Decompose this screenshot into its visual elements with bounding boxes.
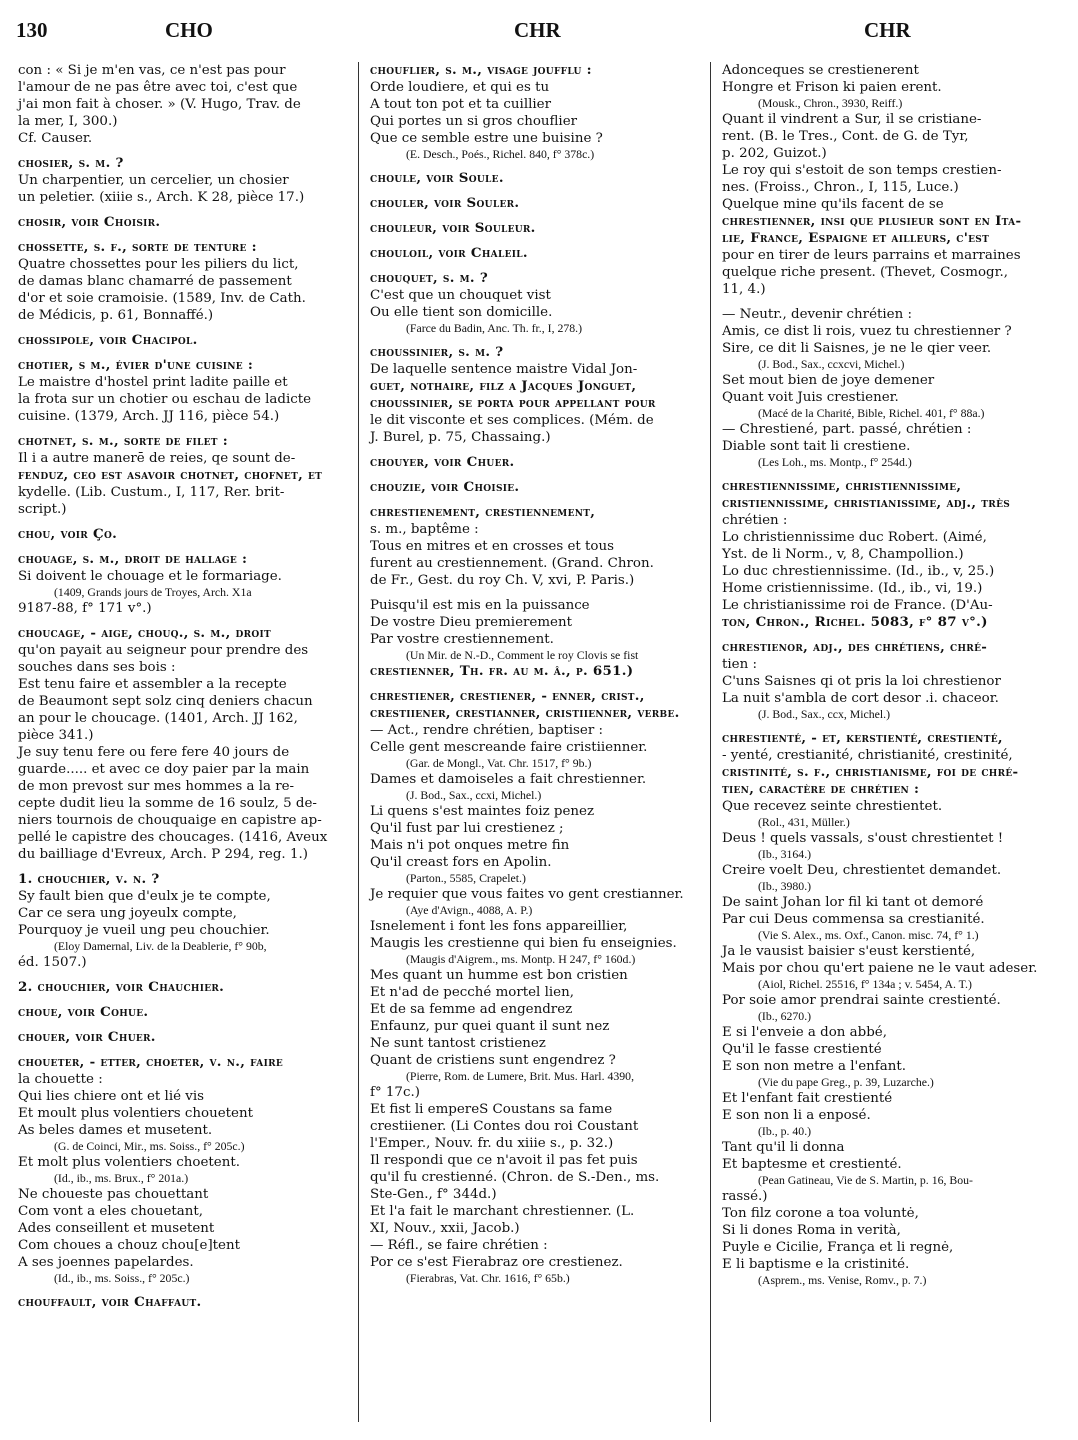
- text-line: — Neutr., devenir chrétien :: [722, 307, 912, 322]
- headword-line: chouleur, voir Souleur.: [370, 220, 536, 236]
- headword-line: chotnet, s. m., sorte de filet :: [18, 433, 228, 449]
- text-line: Qui portes un si gros chouflier: [370, 114, 578, 129]
- citation-source: (Ib., 3164.): [758, 847, 812, 861]
- text-line: De laquelle sentence maistre Vidal Jon-: [370, 362, 638, 377]
- citation-source: (Ib., p. 40.): [758, 1124, 812, 1138]
- citation-source: (J. Bod., Sax., ccxi, Michel.): [406, 788, 542, 802]
- text-line: cuisine. (1379, Arch. JJ 116, pièce 54.): [18, 409, 280, 424]
- text-line: Ou elle tient son domicille.: [370, 305, 553, 320]
- text-line: C'uns Saisnes qi ot pris la loi chrestienor: [722, 674, 1001, 689]
- citation-source: (Ib., 3980.): [758, 879, 812, 893]
- entry-gap: [18, 863, 334, 871]
- text-line: Por soie amor prendrai sainte crestienté.: [722, 993, 1001, 1008]
- text-line: Isnelement i font les fons appareillier,: [370, 919, 628, 934]
- text-line: E son non li a enposé.: [722, 1108, 871, 1123]
- text-line: Ja le vausist baisier s'eust kerstienté,: [722, 944, 976, 959]
- text-line: Et de sa femme ad engendrez: [370, 1002, 573, 1017]
- text-line: Ste-Gen., f° 344d.): [370, 1187, 497, 1202]
- text-line: Home cristiennissime. (Id., ib., vi, 19.): [722, 581, 983, 596]
- text-line: cepte dudit lieu la somme de 16 soulz, 5 de-: [18, 796, 317, 811]
- headword-line: chosier, s. m. ?: [18, 155, 124, 171]
- text-line: Que ce semble estre une buisine ?: [370, 131, 603, 146]
- text-line: Qu'il fust par lui crestienez ;: [370, 821, 564, 836]
- text-line: éd. 1507.): [18, 955, 87, 970]
- headword-line: chouzie, voir Choisie.: [370, 479, 520, 495]
- text-line: E si l'enveie a don abbé,: [722, 1025, 887, 1040]
- entry-gap: [370, 162, 686, 170]
- text-line: qu'on payait au seigneur pour prendre des: [18, 643, 309, 658]
- text-line: Et molt plus volentiers choetent.: [18, 1155, 240, 1170]
- text-line: J. Burel, p. 75, Chassaing.): [370, 430, 551, 445]
- text-line: Quelque mine qu'ils facent de se: [722, 197, 944, 212]
- citation-source: (G. de Coinci, Mir., ms. Soiss., f° 205c.): [54, 1139, 245, 1153]
- column-left: [18, 62, 334, 1311]
- text-line: un peletier. (xiiie s., Arch. K 28, pièce 17.): [18, 190, 305, 205]
- headword-line: chouer, voir Chuer.: [18, 1029, 156, 1045]
- text-line: Tous en mitres et en crosses et tous: [370, 539, 614, 554]
- text-line: Tant qu'il li donna: [722, 1140, 845, 1155]
- headword-line: chrestienement, crestiennement,: [370, 504, 596, 520]
- citation-source: (Un Mir. de N.-D., Comment le roy Clovis se fist: [406, 648, 639, 662]
- citation-source: (Eloy Damernal, Liv. de la Deablerie, f° 90b,: [54, 939, 267, 953]
- text-line: A tout ton pot et ta cuillier: [370, 97, 551, 112]
- text-line: Com choues a chouz chou[e]tent: [18, 1238, 240, 1253]
- text-line: le dit visconte et ses complices. (Mém. de: [370, 413, 654, 428]
- text-line: Si doivent le chouage et le formariage.: [18, 569, 282, 584]
- entry-gap: [18, 231, 334, 239]
- entry-gap: [370, 187, 686, 195]
- entry-gap: [722, 298, 1038, 306]
- text-line: Maugis les crestienne qui bien fu enseignies.: [370, 936, 677, 951]
- text-line: 11, 4.): [722, 282, 766, 297]
- text-line: - yenté, crestianité, christianité, crestinité,: [722, 748, 1013, 763]
- text-line: de Fr., Gest. du roy Ch. V, xvi, P. Paris.): [370, 573, 635, 588]
- entry-gap: [370, 336, 686, 344]
- text-line: Sy fault bien que d'eulx je te compte,: [18, 889, 271, 904]
- entry-gap: [18, 971, 334, 979]
- text-line: Si li dones Roma in verità,: [722, 1223, 901, 1238]
- headword-line: choussinier, se porta pour appellant pour: [370, 395, 656, 411]
- text-line: de Médicis, p. 61, Bonnaffé.): [18, 308, 214, 323]
- text-line: — Act., rendre chrétien, baptiser :: [370, 723, 604, 738]
- text-line: Et l'enfant fait crestienté: [722, 1091, 893, 1106]
- text-line: Qui lies chiere ont et lié vis: [18, 1089, 205, 1104]
- running-head-left: CHO: [165, 18, 213, 42]
- citation-source: (Rol., 431, Müller.): [758, 815, 850, 829]
- text-line: Lo duc chrestiennissime. (Id., ib., v, 25.): [722, 564, 995, 579]
- text-line: Par cui Deus commensa sa crestianité.: [722, 912, 985, 927]
- text-line: d'or et soie cramoisie. (1589, Inv. de Cath.: [18, 291, 306, 306]
- text-line: Diable sont tait li crestiene.: [722, 439, 911, 454]
- text-line: Puyle e Cicilie, França et li regnė,: [722, 1240, 954, 1255]
- entry-gap: [722, 470, 1038, 478]
- text-line: Et baptesme et crestienté.: [722, 1157, 902, 1172]
- citation-source: (Id., ib., ms. Soiss., f° 205c.): [54, 1271, 190, 1285]
- text-line: De saint Johan lor fil ki tant ot demoré: [722, 895, 984, 910]
- text-line: Par vostre crestiennement.: [370, 632, 554, 647]
- text-line: Yst. de li Norm., v, 8, Champollion.): [722, 547, 964, 562]
- text-line: s. m., baptême :: [370, 522, 479, 537]
- citation-source: (Vie du pape Greg., p. 39, Luzarche.): [758, 1075, 934, 1089]
- entry-gap: [18, 1046, 334, 1054]
- headword-line: chouffault, voir Chaffaut.: [18, 1294, 202, 1310]
- text-line: Lo christiennissime duc Robert. (Aimé,: [722, 530, 987, 545]
- text-line: Puisqu'il est mis en la puissance: [370, 598, 590, 613]
- text-line: Cf. Causer.: [18, 131, 93, 146]
- text-line: pièce 341.): [18, 728, 94, 743]
- citation-source: (Id., ib., ms. Brux., f° 201a.): [54, 1171, 189, 1185]
- citation-source: (Asprem., ms. Venise, Romv., p. 7.): [758, 1273, 927, 1287]
- headword-line: choucage, - aige, chouq., s. m., droit: [18, 625, 272, 641]
- text-line: Dames et damoiseles a fait chrestienner.: [370, 772, 647, 787]
- text-line: f° 17c.): [370, 1085, 420, 1100]
- citation-source: (Mousk., Chron., 3930, Reiff.): [758, 96, 903, 110]
- text-line: pour en tirer de leurs parrains et marraines: [722, 248, 1021, 263]
- text-line: La nuit s'ambla de cort desor .i. chaceor.: [722, 691, 999, 706]
- text-line: an pour le choucage. (1401, Arch. JJ 162,: [18, 711, 298, 726]
- text-line: j'ai mon fait à choser. » (V. Hugo, Trav. de: [18, 97, 301, 112]
- text-line: nes. (Froiss., Chron., I, 115, Luce.): [722, 180, 959, 195]
- entry-gap: [370, 680, 686, 688]
- headword-line: choue, voir Cohue.: [18, 1004, 149, 1020]
- text-line: Mais por chou qu'ert paiene ne le vaut adeser.: [722, 961, 1038, 976]
- text-line: Est tenu faire et assembler a la recepte: [18, 677, 287, 692]
- text-line: Ne choueste pas chouettant: [18, 1187, 209, 1202]
- text-line: quelque riche present. (Thevet, Cosmogr.,: [722, 265, 1009, 280]
- text-line: qu'il fu crestienné. (Chron. de S.-Den., ms.: [370, 1170, 660, 1185]
- text-line: Hongre et Frison ki paien erent.: [722, 80, 942, 95]
- text-line: De vostre Dieu premierement: [370, 615, 572, 630]
- entry-gap: [370, 212, 686, 220]
- text-line: Un charpentier, un cercelier, un chosier: [18, 173, 289, 188]
- text-line: Enfaunz, pur quei quant il sunt nez: [370, 1019, 610, 1034]
- text-line: du bailliage d'Evreux, Arch. P 294, reg. 1.): [18, 847, 308, 862]
- text-line: E son non metre a l'enfant.: [722, 1059, 906, 1074]
- text-line: Quant voit Juis crestiener.: [722, 390, 899, 405]
- headword-line: chrestiener, crestiener, - enner, crist.,: [370, 688, 645, 704]
- text-line: Que recevez seinte chrestientet.: [722, 799, 943, 814]
- column-right: [722, 62, 1038, 1288]
- column-middle: [370, 62, 686, 1286]
- text-line: C'est que un chouquet vist: [370, 288, 551, 303]
- headword-line: crestienner, Th. fr. au m. â., p. 651.): [370, 663, 634, 679]
- text-line: guarde..... et avec ce doy paier par la main: [18, 762, 310, 777]
- headword-line: chouage, s. m., droit de hallage :: [18, 551, 248, 567]
- text-line: niers tournois de chouquaige en capistre ap-: [18, 813, 322, 828]
- headword-line: chrestienor, adj., des chrétiens, chré-: [722, 639, 988, 655]
- entry-gap: [722, 722, 1038, 730]
- text-line: Quant de cristiens sunt engendrez ?: [370, 1053, 616, 1068]
- text-line: Quatre chossettes pour les piliers du lict,: [18, 257, 299, 272]
- text-line: de Beaumont sept solz cinq deniers chacun: [18, 694, 313, 709]
- entry-gap: [18, 425, 334, 433]
- headword-line: chotier, s m., évier d'une cuisine :: [18, 357, 254, 373]
- column-divider: [358, 62, 359, 1422]
- headword-line: chouquet, s. m. ?: [370, 270, 488, 286]
- text-line: A ses joennes papelardes.: [18, 1255, 194, 1270]
- text-line: E li baptisme e la cristinité.: [722, 1257, 910, 1272]
- text-line: Quant il vindrent a Sur, il se cristiane-: [722, 112, 982, 127]
- running-head-right: CHR: [864, 18, 911, 42]
- text-line: Car ce sera ung joyeulx compte,: [18, 906, 237, 921]
- text-line: la frota sur un chotier ou eschau de ladicte: [18, 392, 312, 407]
- text-line: Creire voelt Deu, chrestientet demandet.: [722, 863, 1002, 878]
- headword-line: chouloil, voir Chaleil.: [370, 245, 528, 261]
- headword-line: cristinité, s. f., christianisme, foi de chré-: [722, 764, 1019, 780]
- citation-source: (Pierre, Rom. de Lumere, Brit. Mus. Harl. 4390,: [406, 1069, 635, 1083]
- page-header: [0, 14, 1078, 48]
- headword-line: chrestiennissime, christiennissime,: [722, 478, 962, 494]
- text-line: Il i a autre manerē de reies, qe sount de-: [18, 451, 296, 466]
- text-line: rassé.): [722, 1189, 768, 1204]
- citation-source: (Ib., 6270.): [758, 1009, 812, 1023]
- citation-source: (Aiol, Richel. 25516, f° 134a ; v. 5454, A. T.): [758, 977, 972, 991]
- text-line: p. 202, Guizot.): [722, 146, 827, 161]
- headword-line: lie, France, Espaigne et ailleurs, c'est: [722, 230, 990, 246]
- entry-gap: [370, 237, 686, 245]
- text-line: Je suy tenu fere ou fere fere 40 jours de: [18, 745, 290, 760]
- entry-gap: [370, 262, 686, 270]
- entry-gap: [18, 518, 334, 526]
- entry-gap: [370, 496, 686, 504]
- entry-gap: [18, 1286, 334, 1294]
- text-line: souches dans ses bois :: [18, 660, 176, 675]
- text-line: Amis, ce dist li rois, vuez tu chrestienner ?: [722, 324, 1012, 339]
- text-line: de mon prevost sur mes hommes a la re-: [18, 779, 295, 794]
- text-line: Com vont a eles chouetant,: [18, 1204, 204, 1219]
- entry-gap: [18, 996, 334, 1004]
- text-line: chrétien :: [722, 513, 788, 528]
- headword-line: chou, voir Ço.: [18, 526, 118, 542]
- entry-gap: [18, 324, 334, 332]
- entry-gap: [18, 147, 334, 155]
- citation-source: (Fierabras, Vat. Chr. 1616, f° 65b.): [406, 1271, 570, 1285]
- text-line: l'amour de ne pas être avec toi, c'est que: [18, 80, 298, 95]
- text-line: script.): [18, 502, 67, 517]
- entry-gap: [18, 206, 334, 214]
- text-line: Celle gent mescreande faire cristiienner.: [370, 740, 648, 755]
- text-line: Adonceques se crestienerent: [722, 63, 919, 78]
- text-line: con : « Si je m'en vas, ce n'est pas pour: [18, 63, 286, 78]
- text-line: Ne sunt tantost cristienez: [370, 1036, 546, 1051]
- headword-line: 2. chouchier, voir Chauchier.: [18, 979, 225, 995]
- text-line: kydelle. (Lib. Custum., I, 117, Rer. brit-: [18, 485, 285, 500]
- citation-source: (1409, Grands jours de Troyes, Arch. X1a: [54, 585, 252, 599]
- citation-source: (J. Bod., Sax., ccxcvi, Michel.): [758, 357, 905, 371]
- headword-line: chrestienner, insi que plusieur sont en Ita-: [722, 213, 1022, 229]
- headword-line: chosir, voir Choisir.: [18, 214, 161, 230]
- text-line: l'Emper., Nouv. fr. du xiiie s., p. 32.): [370, 1136, 614, 1151]
- entry-gap: [18, 1021, 334, 1029]
- citation-source: (Maugis d'Aigrem., ms. Montp. H 247, f° 160d.): [406, 952, 636, 966]
- running-head-middle: CHR: [514, 18, 561, 42]
- citation-source: (J. Bod., Sax., ccx, Michel.): [758, 707, 891, 721]
- citation-source: (Vie S. Alex., ms. Oxf., Canon. misc. 74, f° 1.): [758, 928, 979, 942]
- text-line: Qu'il creast fors en Apolin.: [370, 855, 552, 870]
- headword-line: chossipole, voir Chacipol.: [18, 332, 198, 348]
- text-line: crestiiener. (Li Contes dou roi Coustant: [370, 1119, 639, 1134]
- headword-line: chouyer, voir Chuer.: [370, 454, 515, 470]
- text-line: Ades conseillent et musetent: [18, 1221, 215, 1236]
- entry-gap: [18, 543, 334, 551]
- entry-gap: [18, 349, 334, 357]
- text-line: Le maistre d'hostel print ladite paille et: [18, 375, 288, 390]
- headword-line: choule, voir Soule.: [370, 170, 504, 186]
- text-line: Mais n'i pot onques metre fin: [370, 838, 570, 853]
- headword-line: chossette, s. f., sorte de tenture :: [18, 239, 257, 255]
- headword-line: chrestienté, - et, kerstienté, crestienté,: [722, 730, 1003, 746]
- headword-line: chouflier, s. m., visage joufflu :: [370, 62, 592, 78]
- citation-source: (Macé de la Charité, Bible, Richel. 401, f° 88a.): [758, 406, 985, 420]
- text-line: rent. (B. le Tres., Cont. de G. de Tyr,: [722, 129, 969, 144]
- text-line: Pourquoy je vueil ung peu chouchier.: [18, 923, 270, 938]
- text-line: As beles dames et musetent.: [18, 1123, 213, 1138]
- entry-gap: [370, 589, 686, 597]
- citation-source: (E. Desch., Poés., Richel. 840, f° 378c.): [406, 147, 595, 161]
- text-line: Et l'a fait le marchant chrestienner. (L.: [370, 1204, 635, 1219]
- entry-gap: [722, 631, 1038, 639]
- text-line: pellé le capistre des choucages. (1416, Aveux: [18, 830, 328, 845]
- text-line: la mer, I, 300.): [18, 114, 118, 129]
- text-line: Por ce s'est Fierabraz ore crestienez.: [370, 1255, 623, 1270]
- text-line: Li quens s'est maintes foiz penez: [370, 804, 595, 819]
- text-line: — Chrestiené, part. passé, chrétien :: [722, 422, 972, 437]
- text-line: Je requier que vous faites vo gent crestianner.: [370, 887, 684, 902]
- text-line: Orde loudiere, et qui es tu: [370, 80, 550, 95]
- text-line: 9187-88, f° 171 v°.): [18, 601, 152, 616]
- text-line: Deus ! quels vassals, s'oust chrestientet !: [722, 831, 1004, 846]
- text-line: Et fist li empereS Coustans sa fame: [370, 1102, 613, 1117]
- citation-source: (Farce du Badin, Anc. Th. fr., I, 278.): [406, 321, 583, 335]
- text-line: Et n'ad de pecché mortel lien,: [370, 985, 574, 1000]
- text-line: Et moult plus volentiers chouetent: [18, 1106, 253, 1121]
- headword-line: fenduz, ceo est asavoir chotnet, chofnet, et: [18, 467, 323, 483]
- text-line: de damas blanc chamarré de passement: [18, 274, 292, 289]
- headword-line: ton, Chron., Richel. 5083, f° 87 v°.): [722, 614, 988, 630]
- text-line: — Réfl., se faire chrétien :: [370, 1238, 548, 1253]
- headword-line: 1. chouchier, v. n. ?: [18, 871, 160, 887]
- citation-source: (Parton., 5585, Crapelet.): [406, 871, 526, 885]
- citation-source: (Les Loh., ms. Montp., f° 254d.): [758, 455, 912, 469]
- headword-line: choueter, - etter, choeter, v. n., faire: [18, 1054, 284, 1070]
- text-line: XI, Nouv., xxii, Jacob.): [370, 1221, 520, 1236]
- text-line: Ton filz corone a toa voluntė,: [722, 1206, 919, 1221]
- text-line: furent au crestiennement. (Grand. Chron.: [370, 556, 654, 571]
- text-line: Le christianissime roi de France. (D'Au-: [722, 598, 993, 613]
- text-line: Sire, ce dit li Saisnes, je ne le qier veer.: [722, 341, 992, 356]
- text-line: Le roy qui s'estoit de son temps crestien-: [722, 163, 1002, 178]
- text-line: la chouette :: [18, 1072, 103, 1087]
- headword-line: chouler, voir Souler.: [370, 195, 520, 211]
- text-line: tien :: [722, 657, 757, 672]
- citation-source: (Gar. de Mongl., Vat. Chr. 1517, f° 9b.): [406, 756, 592, 770]
- citation-source: (Aye d'Avign., 4088, A. P.): [406, 903, 533, 917]
- text-line: Qu'il le fasse crestienté: [722, 1042, 882, 1057]
- headword-line: guet, nothaire, filz a Jacques Jonguet,: [370, 378, 637, 394]
- page-number: 130: [16, 18, 48, 42]
- citation-source: (Pean Gatineau, Vie de S. Martin, p. 16, Bou-: [758, 1173, 973, 1187]
- headword-line: tien, caractère de chrétien :: [722, 781, 920, 797]
- entry-gap: [18, 617, 334, 625]
- headword-line: cristiennissime, christianissime, adj., très: [722, 495, 1011, 511]
- column-divider: [710, 62, 711, 1422]
- entry-gap: [370, 446, 686, 454]
- text-line: Mes quant un humme est bon cristien: [370, 968, 628, 983]
- headword-line: crestiiener, crestianner, cristiienner, verbe.: [370, 705, 680, 721]
- text-line: Set mout bien de joye demener: [722, 373, 935, 388]
- entry-gap: [370, 471, 686, 479]
- headword-line: choussinier, s. m. ?: [370, 344, 504, 360]
- text-line: Il respondi que ce n'avoit il pas fet puis: [370, 1153, 638, 1168]
